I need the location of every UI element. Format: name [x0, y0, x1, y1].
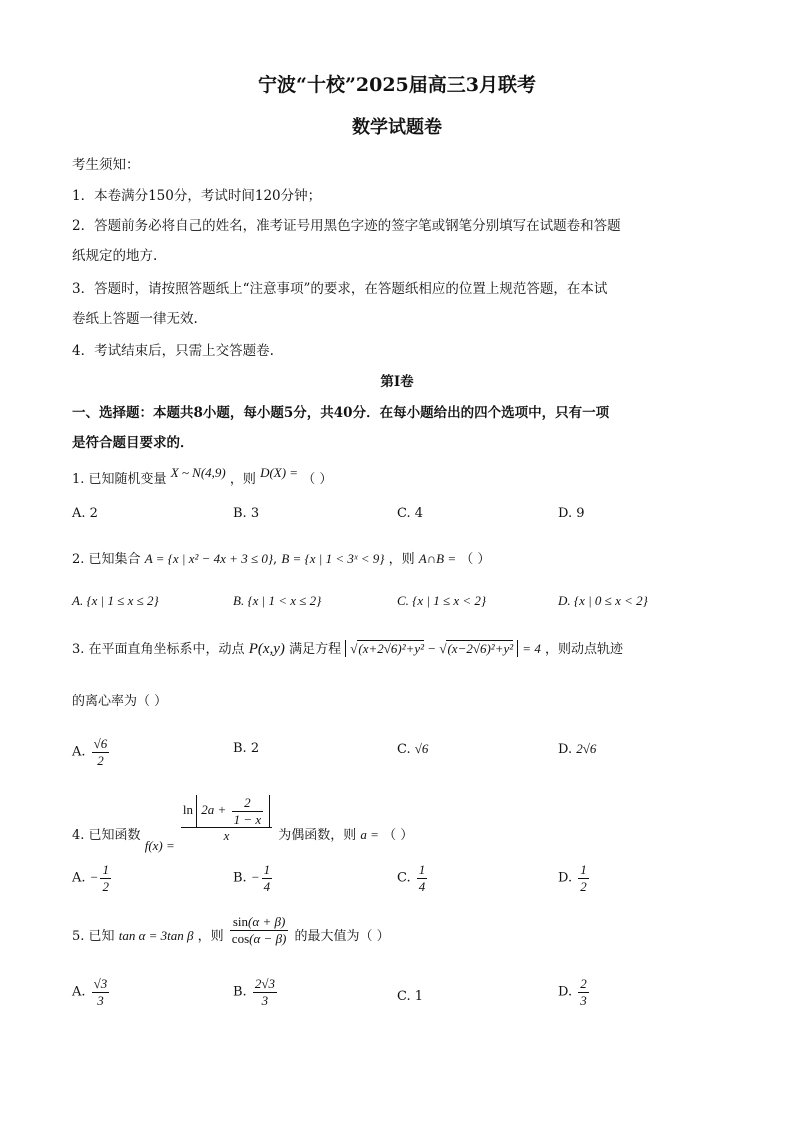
- notice-item: 2．答题前务必将自己的姓名，准考证号用黑色字迹的签字笔或钢笔分别填写在试题卷和答题: [72, 218, 621, 234]
- option-a: A. − $\frac{1}{2}$: [72, 862, 109, 894]
- distance-equation: √(x+2√6)²+y² − √(x−2√6)²+y²: [345, 640, 518, 657]
- option-c: C. 1: [397, 989, 424, 1004]
- option-c: C. $\frac{1}{4}$: [397, 862, 426, 894]
- question-text: 的最大值为（ ）: [294, 928, 390, 944]
- notice-item: 纸规定的地方.: [72, 248, 158, 264]
- option-a: A. $\frac{√3}{3}$: [72, 976, 108, 1008]
- option-d: D. $\frac{1}{2}$: [558, 862, 587, 894]
- question-number: 2.: [72, 552, 85, 567]
- fraction: $\frac{√6}{2}$: [93, 736, 108, 768]
- option-a: A. {x | 1 ≤ x ≤ 2}: [72, 593, 159, 608]
- exam-title: 宁波“十校”2025届高三3月联考: [258, 74, 536, 96]
- question-text: 为偶函数，则: [278, 827, 357, 843]
- notice-item: 1．本卷满分150分，考试时间120分钟；: [72, 188, 322, 204]
- ratio-fraction: $\frac{\sin(\alpha + \beta)}{\cos(\alpha - \beta)}$: [231, 914, 287, 946]
- formula-set-b: B = {x | 1 < 3ˣ < 9}: [281, 551, 385, 566]
- option-c: C. {x | 1 ≤ x < 2}: [397, 593, 487, 608]
- section-header-line2: 是符合题目要求的．: [72, 435, 194, 451]
- option-a: A. 2: [72, 506, 98, 521]
- question-number: 3.: [72, 642, 85, 657]
- formula: A∩B =: [418, 551, 457, 566]
- option-d: D. 2√6: [558, 741, 597, 757]
- option-b: B. 3: [233, 506, 260, 521]
- formula: D(X) =: [260, 465, 299, 480]
- notice-heading: 考生须知：: [72, 157, 140, 173]
- option-d: D. 9: [558, 506, 585, 521]
- question-5: [72, 914, 390, 946]
- question-text: ，则: [197, 928, 224, 944]
- formula: X ~ N(4,9): [170, 465, 226, 480]
- option-b: B. $\frac{2√3}{3}$: [233, 976, 275, 1008]
- question-text-continuation: 的离心率为（ ）: [72, 694, 168, 709]
- question-2: 2. 已知集合 A = {x | x² − 4x + 3 ≤ 0}, B = {x | 1 < 3ˣ < 9} ，则 A∩B = （ ）: [72, 551, 491, 567]
- function-fraction: ln 2a + $\frac{2}{1 - x}$ x: [181, 795, 272, 844]
- answer-blank: （ ）: [460, 552, 491, 567]
- question-text: 在平面直角坐标系中，动点: [88, 642, 245, 657]
- notice-item: 卷纸上答题一律无效.: [72, 311, 198, 327]
- question-text: 已知随机变量: [88, 472, 167, 487]
- formula-set-a: A = {x | x² − 4x + 3 ≤ 0}: [144, 551, 274, 566]
- question-text: ，则: [229, 472, 256, 487]
- exam-subtitle: 数学试题卷: [352, 117, 442, 138]
- volume-label: 第Ⅰ卷: [380, 374, 414, 390]
- answer-blank: （ ）: [302, 472, 333, 487]
- answer-blank: （ ）: [383, 827, 414, 843]
- question-number: 5.: [72, 928, 85, 944]
- question-number: 4.: [72, 827, 85, 843]
- question-text: 已知集合: [88, 552, 141, 567]
- option-c: C. √6: [397, 741, 429, 757]
- question-3: 3. 在平面直角坐标系中，动点 P(x,y) 满足方程 √(x+2√6)²+y² − √(x−2√6)²+y² = 4 ，则动点轨迹: [72, 641, 623, 657]
- question-4: 4. 已知函数 f(x) = ln 2a + $\frac{2}{1 - x}$ x 为偶函数，则 a = （ ）: [72, 795, 414, 853]
- question-number: 1.: [72, 472, 85, 487]
- point-p: P(x,y): [248, 641, 285, 657]
- option-c: C. 4: [397, 506, 424, 521]
- option-b: B. 2: [233, 741, 260, 756]
- option-b: B. − $\frac{1}{4}$: [233, 862, 271, 894]
- question-text: 已知函数: [88, 827, 141, 843]
- formula: tan α = 3tan β: [118, 927, 194, 943]
- option-d: D. $\frac{2}{3}$: [558, 976, 587, 1008]
- question-1: [72, 465, 333, 487]
- question-text: ，则: [388, 552, 415, 567]
- notice-item: 3．答题时，请按照答题纸上“注意事项”的要求，在答题纸相应的位置上规范答题，在本试: [72, 281, 608, 297]
- question-text: ，则动点轨迹: [544, 642, 623, 657]
- question-text: 满足方程: [289, 642, 342, 657]
- question-text: 已知: [88, 928, 115, 944]
- option-a: A. $\frac{√6}{2}$: [72, 736, 108, 768]
- notice-item: 4．考试结束后，只需上交答题卷.: [72, 343, 274, 359]
- section-header-line1: 一、选择题：本题共8小题，每小题5分，共40分．在每小题给出的四个选项中，只有一项: [72, 405, 610, 421]
- option-b: B. {x | 1 < x ≤ 2}: [233, 593, 322, 608]
- option-d: D. {x | 0 ≤ x < 2}: [558, 593, 648, 608]
